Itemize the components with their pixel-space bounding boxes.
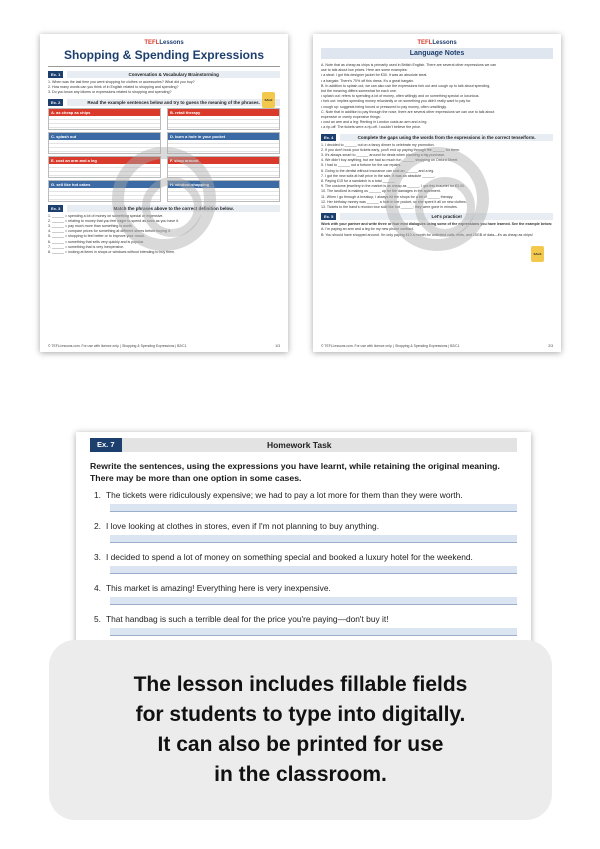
note-line: expensive or overly expensive things: [321,115,381,120]
ex3-line: 8. ______ = looking at items in shops or windows without intending to buy them. [48,250,176,255]
ex4-line: 3. It's always smart to ______ around for deals when planning a big purchase. [321,153,446,158]
ex3-line: 5. ______ = shopping to feel better or to improve your mood. [48,234,145,239]
caption-line: in the classroom. [214,763,387,786]
homework-item [90,583,517,605]
ex1-tag: Ex. 1 [48,71,63,78]
caption-line: for students to type into digitally. [135,703,466,726]
worksheet-page-1-thumbnail [40,34,288,352]
worksheet-page-2-thumbnail [313,34,561,352]
answer-field[interactable] [110,566,517,574]
ex4-line: 8. Paying £15 for a sandwich is a total ______. [321,179,396,184]
sale-tag-icon: SALE [262,92,275,108]
worksheet-title: Shopping & Spending Expressions [48,48,280,67]
ex4-heading: Complete the gaps using the words from the expressions in the correct tense/form. [340,134,553,141]
ex1-header [48,71,280,78]
ex4-line: 9. The costume jewellery in the market is as cheap as ______. I got this bracelet for €3.00. [321,184,465,189]
note-line: use to talk about low prices. Here are some examples: [321,68,408,73]
answer-field[interactable] [110,504,517,512]
phrase-label: F. shop around [168,157,279,164]
footer-copyright: © TEFLLessons.com. For use with licence only. | Shopping & Spending Expressions | B2/C1 [321,344,460,348]
page-number: 1/3 [275,344,280,348]
phrase-label: A. as cheap as chips [49,109,160,116]
ex4-line: 13. Tickets to the band's reunion tour sold like hot ______; they were gone in minutes. [321,205,458,210]
homework-header [90,438,517,452]
answer-field[interactable] [110,535,517,543]
page-number: 2/3 [548,344,553,348]
note-line: • cost an arm and a leg: Renting in London costs an arm and a leg. [321,120,428,125]
homework-sentence: 4. This market is amazing! Everything here is very inexpensive. [94,583,331,593]
ex1-question: 1. When was the last time you went shopping for clothes or accessories? What did you buy? [48,80,195,84]
ex7-tag: Ex. 7 [90,438,122,452]
page-footer [321,344,553,348]
homework-title: Homework Task [266,440,332,450]
note-line: • a steal: I got this designer jacket for €30. It was an absolute steal. [321,73,428,78]
ex3-line: 4. ______ = compare prices for something at different stores before buying it. [48,229,171,234]
ex4-line: 4. We didn't buy anything, but we had so much fun ______ shopping on Oxford Street. [321,158,459,163]
caption-line: It can also be printed for use [157,733,444,756]
homework-sentence: 2. I love looking at clothes in stores, even if I'm not planning to buy anything. [94,521,380,531]
phrase-label: D. burn a hole in your pocket [168,133,279,140]
phrase-label: C. splash out [49,133,160,140]
promo-caption-box [49,640,552,820]
promo-caption [134,670,468,790]
note-line: A. Note that as cheap as chips is primarily used in British English. There are several other expressions we can [321,63,497,67]
page-footer [48,344,280,348]
ex4-line: 11. When I go through a breakup, I always hit the shops for a bit of ______ therapy. [321,194,454,199]
ex4-line: 10. The landlord is making us ______ up for the damages in the apartment. [321,189,441,194]
note-line: B. In addition to splash out, we can also use the expressions fork out and cough up to talk about spending, [321,83,491,88]
note-line: • a rip-off: The tickets were a rip-off. I couldn't believe the price. [321,125,422,130]
ex4-line: 7. I got the new sofa at half price in the sale. It was an absolute ______. [321,173,436,178]
note-line: C. Note that in addition to pay through the nose, there are several other expressions we can use to talk about [321,109,495,114]
ex5-instructions: Work with your partner and write three or four mini dialogues using some of the expressions you have learned. See the example below: [321,222,553,227]
ex2-header [48,99,280,106]
homework-item [90,614,517,636]
tefl-lessons-logo: TEFLLessons [417,40,457,46]
example-text [49,116,160,129]
ex1-heading: Conversation & Vocabulary Brainstorming [67,71,280,78]
homework-item [90,552,517,574]
language-notes-title: Language Notes [321,48,553,59]
ex4-line: 5. I had to ______ out a fortune for the car repairs. [321,163,402,168]
watermark-logo-icon [112,147,216,251]
tefl-lessons-logo: TEFLLessons [144,40,184,46]
ex4-line: 1. I decided to ______ out on a fancy dinner to celebrate my promotion. [321,142,435,147]
ex3-line: 1. ______ = spending a lot of money on something special or expensive. [48,213,164,218]
homework-sentence: 5. That handbag is such a terrible deal for the price you're paying—don't buy it! [94,614,389,624]
phrase-box [167,108,280,130]
homework-sentence: 3. I decided to spend a lot of money on something special and booked a luxury hotel for the weekend. [94,552,473,562]
ex3-heading: Match the phrases above to the correct definition below. [67,205,280,212]
ex5-heading: Let's practice! [340,213,553,220]
homework-sentence: 1. The tickets were ridiculously expensive; we had to pay a lot more for them than they were worth. [94,490,463,500]
ex2-heading: Read the example sentences below and try to guess the meaning of the phrases. [67,99,280,106]
note-line: • cough up: suggests being forced or pressured to pay money, often unwillingly. [321,104,447,109]
homework-instructions: Rewrite the sentences, using the expressions you have learnt, while retaining the original meaning. There may be more than one option in some cases. [90,461,500,483]
phrase-box [48,108,161,130]
answer-field[interactable] [110,597,517,605]
caption-line: The lesson includes fillable fields [133,673,468,696]
phrase-label: E. cost an arm and a leg [49,157,160,164]
ex4-line: 12. Her birthday money was ______ a hole in her pocket, so she spent it all on new clothes. [321,199,467,204]
ex3-tag: Ex. 3 [48,205,63,212]
ex4-header [321,134,553,141]
ex1-question: 2. How many words can you think of in English related to shopping and spending? [48,85,179,90]
note-line: but the meaning differs somewhat for each one. [321,89,397,94]
ex5-line: A: I'm paying an arm and a leg for my new phone contract. [321,227,414,232]
ex4-line: 2. If you don't book your tickets early, you'll end up paying through the ______ for them. [321,147,460,152]
ex2-tag: Ex. 2 [48,99,63,106]
ex3-line: 7. ______ = something that is very inexpensive. [48,244,125,249]
ex5-tag: Ex. 5 [321,213,336,220]
phrase-label: G. sell like hot cakes [49,181,160,188]
phrase-label: H. window-shopping [168,181,279,188]
note-line: • fork out: implies spending money reluctantly or on something you didn't really want to pay for. [321,99,472,104]
ex3-line: 2. ______ = relating to money that you feel eager to spend as soon as you have it. [48,218,179,223]
ex3-line: 3. ______ = pay much more than something is worth. [48,224,133,229]
sale-tag-icon: SALE [531,246,544,262]
ex4-tag: Ex. 4 [321,134,336,141]
example-text [168,116,279,129]
note-line: • a bargain: There's 70% off this dress. It's a great bargain. [321,78,415,83]
watermark-logo-icon [385,147,489,251]
footer-copyright: © TEFLLessons.com. For use with licence only. | Shopping & Spending Expressions | B2/C1 [48,344,187,348]
homework-item [90,490,517,512]
ex3-line: 6. ______ = something that sells very quickly and is popular. [48,239,144,244]
answer-field[interactable] [110,628,517,636]
phrase-label: B. retail therapy [168,109,279,116]
ex1-question: 3. Do you know any idioms or expressions related to shopping and spending? [48,90,172,95]
ex5-line: B: You should have shopped around. I'm only paying £10 a month for unlimited calls, texts, and 10GB of data—it's as cheap as chips! [321,232,533,237]
note-line: • splash out: refers to spending a lot of money, often willingly and on something special or luxurious. [321,94,480,99]
ex4-line: 6. Going to the dentist without insurance can cost an ______ and a leg. [321,168,435,173]
homework-item [90,521,517,543]
